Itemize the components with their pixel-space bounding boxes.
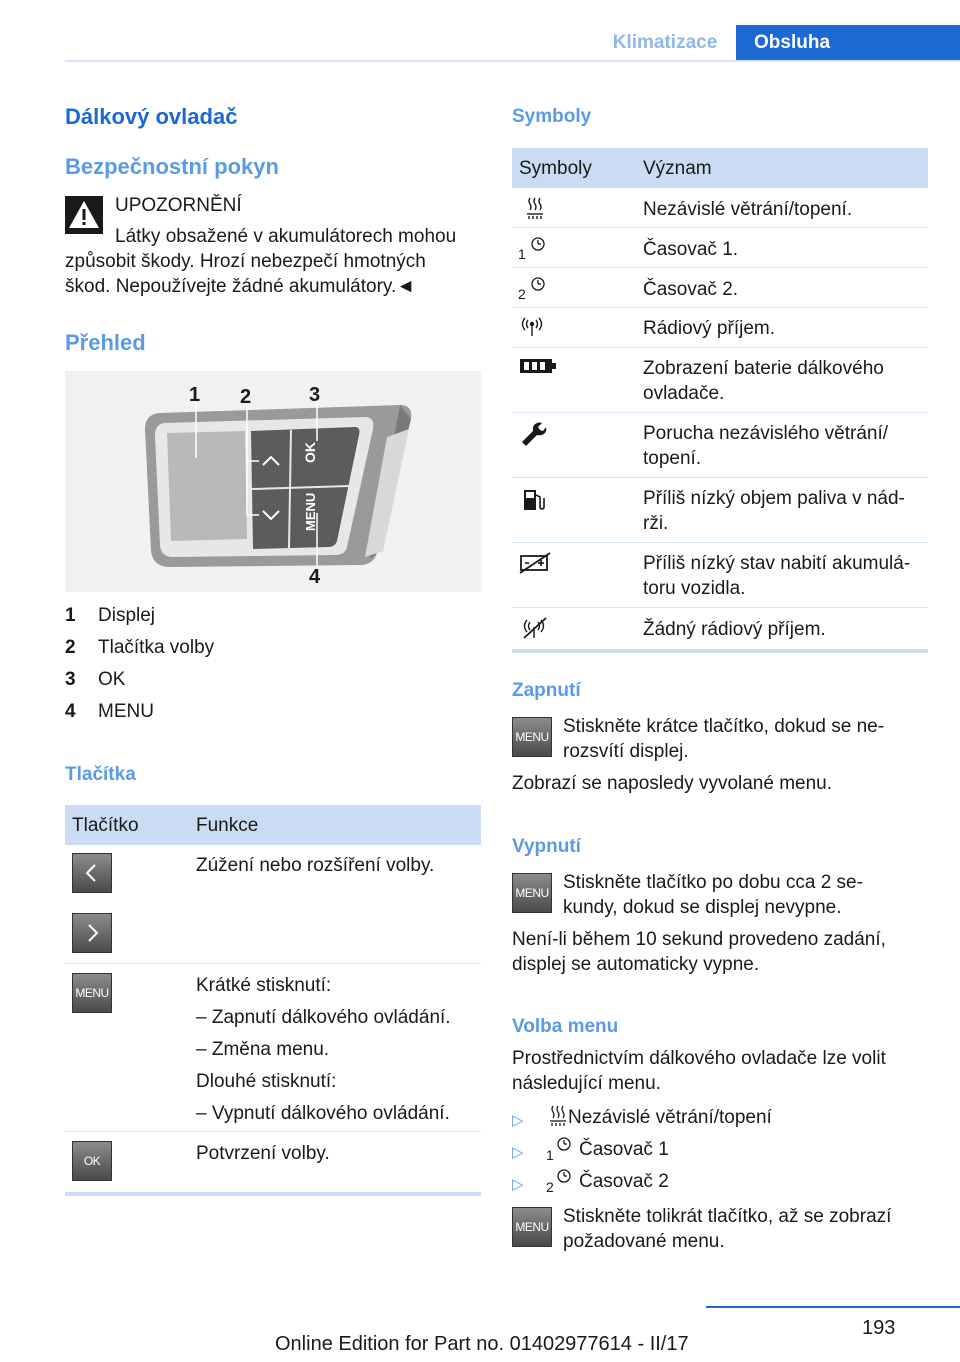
overview-heading: Přehled [65, 330, 146, 355]
symbol-meaning: ovladače. [643, 383, 725, 404]
symbol-meaning: Časovač 2. [643, 279, 739, 300]
symbol-meaning: Zobrazení baterie dálkového [643, 358, 884, 379]
list-item: ▷ 2 Časovač 2 [512, 1166, 928, 1196]
figure-callout-2: 2 [240, 386, 252, 408]
battery-low-icon [518, 551, 558, 579]
footer-divider [706, 1306, 960, 1308]
switch-on-heading: Zapnutí [512, 680, 581, 701]
symbol-meaning: Nezávislé větrání/topení. [643, 199, 853, 220]
paragraph-line: kundy, dokud se displej nevypne. [563, 897, 842, 918]
paragraph-line: Stiskněte krátce tlačítko, dokud se ne‐ [563, 716, 885, 737]
symbol-meaning: Příliš nízký objem paliva v nád‐ [643, 488, 905, 509]
page-title: Dálkový ovladač [65, 104, 238, 129]
chevron-right-icon [72, 913, 112, 953]
battery-icon [518, 355, 558, 383]
ventilation-heating-icon [518, 194, 558, 222]
paragraph-line: požadované menu. [563, 1231, 725, 1252]
table-cell: – Zapnutí dálkového ovládání. [196, 1007, 451, 1028]
menu-button-icon: MENU [512, 1207, 552, 1247]
paragraph-line: Stiskněte tlačítko po dobu cca 2 se‐ [563, 872, 863, 893]
menu-selection-heading: Volba menu [512, 1016, 619, 1037]
symbol-meaning: Časovač 1. [643, 239, 739, 260]
paragraph-line: rozsvítí displej. [563, 741, 689, 762]
symbols-table-header: Symboly Význam [512, 148, 928, 188]
table-cell: Potvrzení volby. [196, 1143, 330, 1164]
paragraph-line: následující menu. [512, 1073, 661, 1094]
triangle-bullet-icon: ▷ [512, 1176, 524, 1193]
figure-menu-label: MENU [303, 492, 318, 531]
figure-callout-3: 3 [309, 384, 321, 406]
paragraph-line: Zobrazí se naposledy vyvolané menu. [512, 773, 833, 794]
list-item: ▷ Nezávislé větrání/topení [512, 1102, 928, 1132]
table-divider [512, 227, 928, 228]
wrench-icon [518, 420, 558, 448]
fuel-pump-icon [518, 486, 558, 514]
warning-icon [65, 196, 103, 234]
menu-button-icon: MENU [72, 973, 112, 1013]
radio-signal-icon [518, 314, 558, 342]
menu-button-icon: MENU [512, 717, 552, 757]
table-cell: Zúžení nebo rozšíření volby. [196, 855, 435, 876]
symbol-meaning: topení. [643, 448, 702, 469]
symbol-meaning: Porucha nezávislého větrání/ [643, 423, 889, 444]
paragraph-line: Není-li během 10 sekund provedeno zadání, [512, 929, 886, 950]
no-signal-icon [518, 616, 558, 644]
figure-callout-1: 1 [189, 384, 201, 406]
warning-label: UPOZORNĚNÍ [115, 195, 242, 216]
remote-control-illustration [65, 371, 481, 592]
paragraph-line: displej se automaticky vypne. [512, 954, 760, 975]
list-item: ▷ 1 Časovač 1 [512, 1134, 928, 1164]
table-divider [512, 307, 928, 308]
safety-heading: Bezpečnostní pokyn [65, 154, 279, 179]
symbol-meaning: rži. [643, 513, 669, 534]
table-divider [512, 347, 928, 348]
page-number: 193 [862, 1317, 896, 1339]
table-end-bar [512, 649, 928, 653]
table-divider [512, 477, 928, 478]
list-item: 4 MENU [65, 701, 154, 722]
list-item: 2 Tlačítka volby [65, 637, 215, 658]
header-divider [65, 60, 960, 62]
table-divider [65, 963, 481, 964]
timer-number: 1 [518, 246, 526, 262]
table-divider [65, 1131, 481, 1132]
list-item: 1 Displej [65, 605, 156, 626]
table-cell: Krátké stisknutí: [196, 975, 332, 996]
buttons-table-header: Tlačítko Funkce [65, 805, 481, 845]
table-divider [512, 267, 928, 268]
symbol-meaning: Příliš nízký stav nabití akumulá‐ [643, 553, 911, 574]
table-divider [512, 542, 928, 543]
switch-off-heading: Vypnutí [512, 836, 581, 857]
figure-callout-4: 4 [309, 566, 321, 588]
symbol-meaning: toru vozidla. [643, 578, 746, 599]
table-divider [512, 607, 928, 608]
table-cell: – Změna menu. [196, 1039, 330, 1060]
tab-obsluha[interactable]: Obsluha [736, 25, 960, 61]
timer-number: 2 [518, 286, 526, 302]
timer-1-icon [555, 1136, 575, 1156]
table-cell: Dlouhé stisknutí: [196, 1071, 337, 1092]
table-divider [512, 412, 928, 413]
symbol-meaning: Rádiový příjem. [643, 318, 775, 339]
timer-1-icon [528, 234, 568, 262]
warning-text-line: Látky obsažené v akumulátorech mohou [115, 226, 457, 247]
footer-edition: Online Edition for Part no. 01402977614 - II/17 [275, 1333, 689, 1355]
ventilation-heating-icon [546, 1104, 570, 1128]
paragraph-line: Stiskněte tolikrát tlačítko, až se zobrazí [563, 1206, 892, 1227]
symbols-heading: Symboly [512, 106, 592, 127]
ok-button-icon: OK [72, 1141, 112, 1181]
symbol-meaning: Žádný rádiový příjem. [643, 619, 826, 640]
warning-text-line: škod. Nepoužívejte žádné akumulátory.◄ [65, 276, 416, 297]
timer-2-icon [555, 1168, 575, 1188]
menu-button-icon: MENU [512, 873, 552, 913]
tab-klimatizace[interactable]: Klimatizace [612, 32, 718, 53]
remote-control-figure [65, 371, 481, 592]
warning-text-line: způsobit škody. Hrozí nebezpečí hmotných [65, 251, 426, 272]
figure-ok-label: OK [302, 442, 318, 463]
chevron-left-icon [72, 853, 112, 893]
list-item: 3 OK [65, 669, 126, 690]
triangle-bullet-icon: ▷ [512, 1144, 524, 1161]
table-cell: – Vypnutí dálkového ovládání. [196, 1103, 450, 1124]
triangle-bullet-icon: ▷ [512, 1112, 524, 1129]
table-end-bar [65, 1192, 481, 1196]
timer-2-icon [528, 274, 568, 302]
paragraph-line: Prostřednictvím dálkového ovladače lze volit [512, 1048, 886, 1069]
buttons-heading: Tlačítka [65, 764, 136, 785]
